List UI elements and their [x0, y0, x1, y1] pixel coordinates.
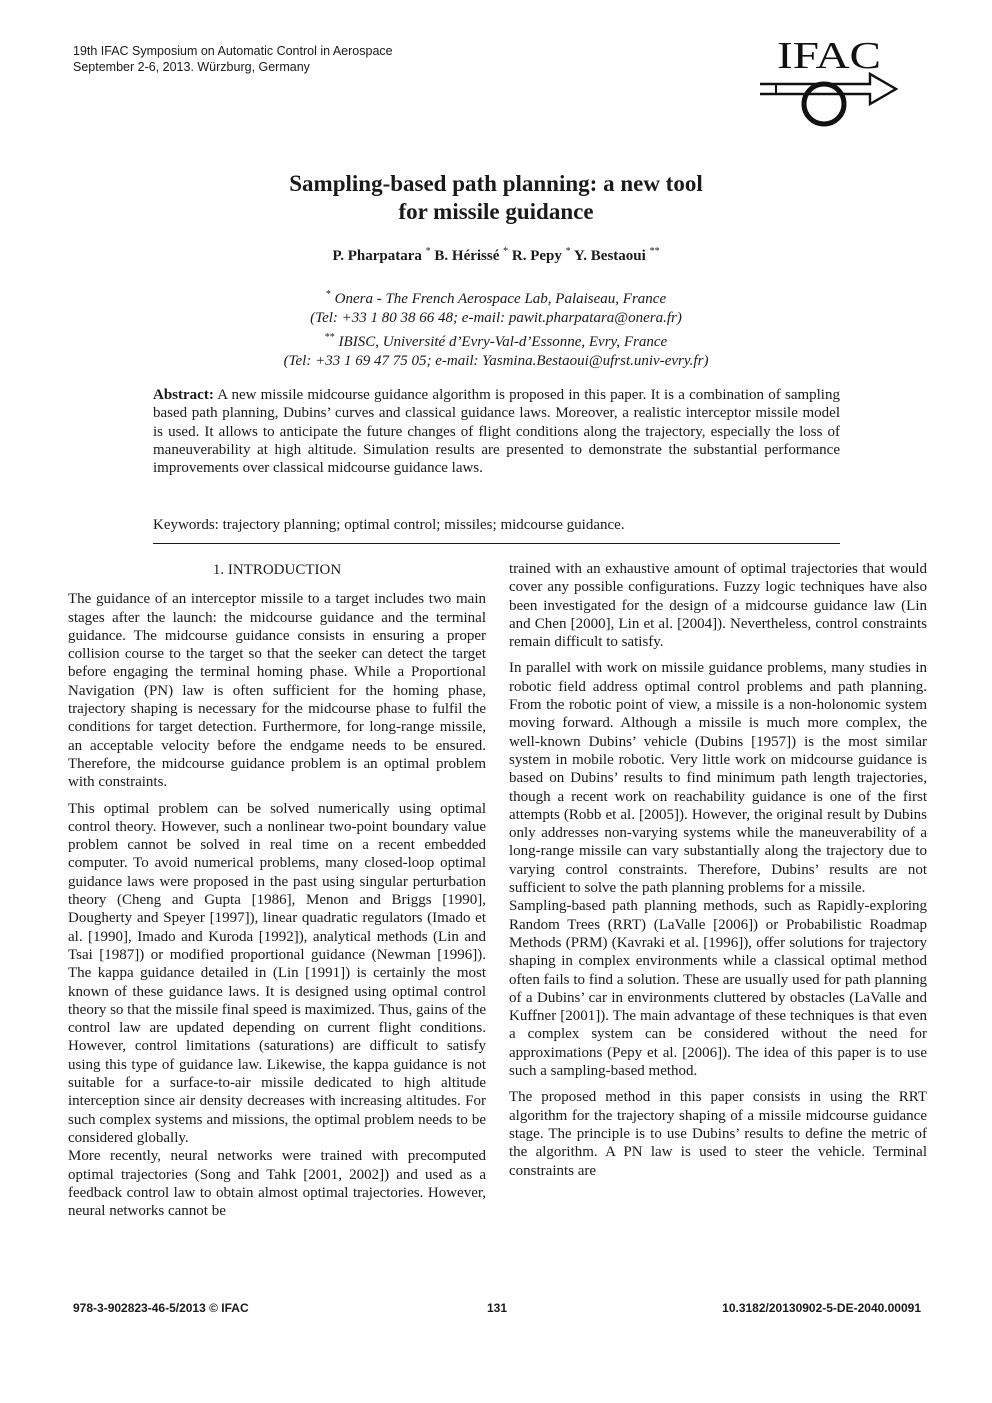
author-name: B. Hérissé — [434, 248, 500, 264]
affiliation-line — [150, 309, 842, 328]
affil-mark: * — [325, 289, 331, 300]
affiliation-line — [150, 352, 842, 371]
logo-text: IFAC — [777, 36, 881, 77]
page-number: 131 — [486, 1301, 508, 1315]
author-affil-mark: * — [565, 246, 571, 257]
conference-name: 19th IFAC Symposium on Automatic Control in Aerospace — [73, 44, 393, 58]
author-affil-mark: * — [425, 246, 431, 257]
author-name: P. Pharpatara — [332, 248, 422, 264]
keywords: Keywords: trajectory planning; optimal control; missiles; midcourse guidance. — [153, 517, 625, 533]
title-line-1: Sampling-based path planning: a new tool — [289, 171, 703, 196]
title-line-2: for missile guidance — [398, 199, 594, 224]
author-affil-mark: ** — [649, 246, 660, 257]
keywords-divider — [153, 543, 840, 544]
conference-date-location: September 2-6, 2013. Würzburg, Germany — [73, 60, 310, 74]
paragraph: trained with an exhaustive amount of optimal trajectories that would cover any possible configurations. Fuzzy logic techniques have also been investigated for the design of a midcourse guidance law (Lin and Chen [2000], Lin et al. [2004]). Nevertheless, control constraints remain difficult to satisfy. — [509, 561, 927, 651]
paragraph: This optimal problem can be solved numerically using optimal control theory. However, such a nonlinear two-point boundary value problem cannot be solved in real time on a recent embedded computer. To avoid numerical problems, many closed-loop optimal guidance laws were proposed in the past using singular perturbation theory (Cheng and Gupta [1986], Menon and Briggs [1990], Dougherty and Speyer [1997]), linear quadratic regulators (Imado et al. [1990], Imado and Kuroda [1992]), analytical methods (Lin and Tsai [1987]) or modified proportional guidance (Newman [1996]). The kappa guidance detailed in (Lin [1991]) is certainly the most known of these guidance laws. It is designed using optimal control theory so that the missile final speed is maximized. Thus, gains of the control law are updated depending on current flight conditions. However, control limitations (saturations) are difficult to satisfy using this type of guidance law. Likewise, the kappa guidance is not suitable for a surface-to-air missile dedicated to high altitude interception since air density decreases with increasing altitudes. For such complex systems and missions, the optimal problem needs to be considered globally. — [68, 800, 486, 1146]
abstract-text: A new missile midcourse guidance algorithm is proposed in this paper. It is a combination of sampling based path planning, Dubins’ curves and classical guidance laws. Moreover, a realistic interceptor missile model is used. It allows to anticipate the future changes of flight conditions along the trajectory, especially the loss of maneuverability at high altitude. Simulation results are presented to demonstrate the substantial performance improvements over classical midcourse guidance laws. — [153, 387, 840, 477]
paragraph: The proposed method in this paper consists in using the RRT algorithm for the trajectory shaping of a missile midcourse guidance stage. The principle is to use Dubins’ results to define the metric of the algorithm. A PN law is used to steer the vehicle. Terminal constraints are — [509, 1089, 927, 1179]
affil-text: (Tel: +33 1 80 38 66 48; e-mail: pawit.pharpatara@onera.fr) — [310, 310, 682, 326]
ifac-logo — [758, 36, 900, 132]
affil-text: (Tel: +33 1 69 47 75 05; e-mail: Yasmina.Bestaoui@ufrst.univ-evry.fr) — [283, 353, 709, 369]
isbn-copyright: 978-3-902823-46-5/2013 © IFAC — [73, 1301, 249, 1315]
section-heading: 1. INTRODUCTION — [212, 562, 342, 578]
author-name: R. Pepy — [511, 248, 562, 264]
right-column — [509, 560, 927, 1188]
doi: 10.3182/20130902-5-DE-2040.00091 — [722, 1301, 921, 1315]
affiliations — [150, 285, 842, 371]
affil-mark: ** — [324, 332, 335, 343]
conference-header — [73, 43, 393, 75]
paragraph: More recently, neural networks were trained with precomputed optimal trajectories (Song and Tahk [2001, 2002]) and used as a feedback control law to obtain almost optimal trajectories. However, neural networks cannot be — [68, 1148, 486, 1220]
affil-text: Onera - The French Aerospace Lab, Palaiseau, France — [334, 291, 667, 307]
affiliation-line — [150, 328, 842, 352]
abstract-label: Abstract: — [153, 387, 214, 403]
paragraph: Sampling-based path planning methods, such as Rapidly-exploring Random Trees (RRT) (LaValle [2006]) or Probabilistic Roadmap Methods (PRM) (Kavraki et al. [1996]), offer solutions for trajectory shaping in complex environments while a classical optimal method often fails to find a solution. These are usually used for path planning of a Dubins’ car in environments cluttered by obstacles (LaValle and Kuffner [2001]). The main advantage of these techniques is that even a complex system can be considered without the need for approximations (Pepy et al. [2006]). The idea of this paper is to use such a sampling-based method. — [509, 898, 927, 1080]
abstract — [153, 386, 840, 477]
paragraph: In parallel with work on missile guidance problems, many studies in robotic field address optimal control problems and path planning. From the robotic point of view, a missile is a non-holonomic system moving forward. Although a missile is much more complex, the well-known Dubins’ vehicle (Dubins [1957]) is the most similar system in mobile robotic. Very little work on midcourse guidance is based on Dubins’ results to find minimum path length trajectories, though a recent work on reachability guidance is one of the first attempts (Robb et al. [2005]). However, the original result by Dubins only addresses non-varying systems while the maneuverability of a long-range missile can vary substantially along the trajectory due to varying control constraints. Therefore, Dubins’ results are not sufficient to solve the path planning problems for a missile. — [509, 660, 927, 897]
affil-text: IBISC, Université d’Evry-Val-d’Essonne, Evry, France — [338, 334, 668, 350]
author-list — [150, 246, 842, 265]
paper-title — [150, 170, 842, 226]
affiliation-line — [150, 285, 842, 309]
paragraph: The guidance of an interceptor missile to a target includes two main stages after the launch: the midcourse guidance and the terminal guidance. The midcourse guidance consists in ensuring a proper collision course to the target so that the seeker can detect the target before engaging the terminal homing phase. While a Proportional Navigation (PN) law is often sufficient for the homing phase, trajectory shaping is necessary for the midcourse phase to fulfil the conditions for target detection. Furthermore, for long-range missile, an acceptable velocity before the endgame needs to be ensured. Therefore, the midcourse guidance problem is an optimal problem with constraints. — [68, 591, 486, 791]
author-affil-mark: * — [503, 246, 509, 257]
author-name: Y. Bestaoui — [573, 248, 646, 264]
left-column — [68, 561, 486, 1228]
